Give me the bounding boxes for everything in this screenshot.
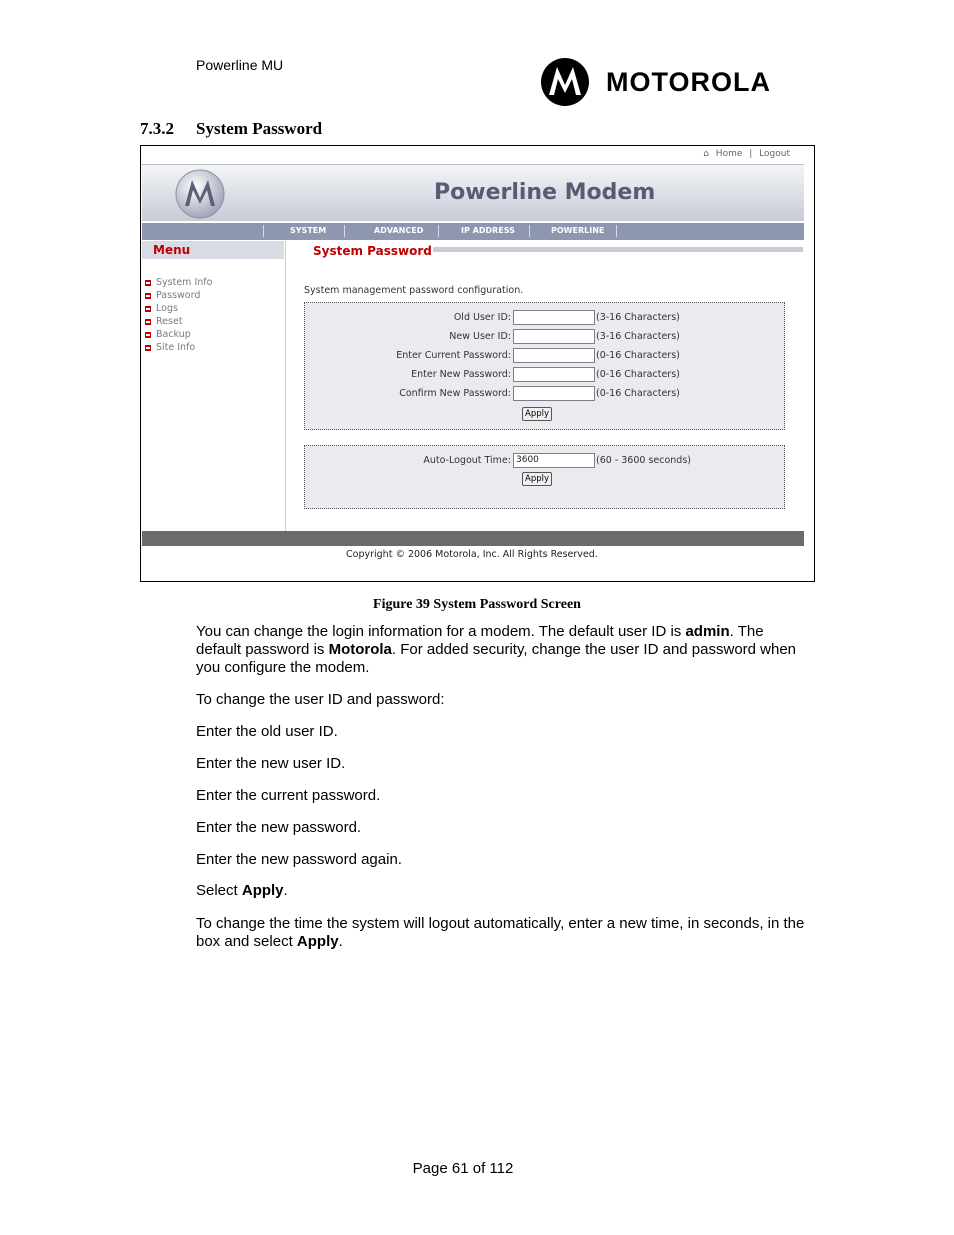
form-description: System management password configuration. xyxy=(304,285,524,296)
sidebar-item-label: Backup xyxy=(156,329,191,340)
text-run: . The default password is xyxy=(196,623,764,658)
text-run: . xyxy=(338,933,343,950)
home-icon[interactable]: ⌂ xyxy=(703,149,709,159)
motorola-emblem-icon xyxy=(540,57,590,107)
sidebar-item-logs[interactable] xyxy=(145,302,212,315)
menu-header xyxy=(142,241,284,259)
new-user-id-input[interactable] xyxy=(513,329,595,344)
old-user-id-label: Old User ID: xyxy=(453,312,511,323)
sidebar-item-password[interactable] xyxy=(145,289,212,302)
form-row xyxy=(305,386,511,401)
banner-title: Powerline Modem xyxy=(434,180,656,205)
password-form xyxy=(304,302,785,430)
nav-powerline[interactable]: POWERLINE xyxy=(551,226,605,235)
apply-auto-logout-button[interactable]: Apply xyxy=(522,472,552,486)
arrow-bullet-icon xyxy=(145,280,151,286)
sidebar-item-system-info[interactable] xyxy=(145,276,212,289)
nav-ip-address[interactable]: IP ADDRESS xyxy=(461,226,515,235)
sidebar-item-label: Reset xyxy=(156,316,183,327)
form-row xyxy=(305,310,511,325)
new-password-hint: (0-16 Characters) xyxy=(596,369,680,380)
sidebar-divider xyxy=(285,241,286,531)
step-3: Enter the current password. xyxy=(196,787,381,804)
intro-paragraph xyxy=(196,623,810,677)
step-5: Enter the new password again. xyxy=(196,851,402,868)
arrow-bullet-icon xyxy=(145,319,151,325)
default-password: Motorola xyxy=(328,641,392,658)
confirm-password-hint: (0-16 Characters) xyxy=(596,388,680,399)
document-header-title: Powerline MU xyxy=(196,57,284,73)
auto-logout-form xyxy=(304,445,785,509)
text-run: . xyxy=(283,882,288,899)
arrow-bullet-icon xyxy=(145,293,151,299)
new-user-id-label: New User ID: xyxy=(449,331,511,342)
new-user-id-hint: (3-16 Characters) xyxy=(596,331,680,342)
page-title-rule xyxy=(433,247,803,252)
apply-term: Apply xyxy=(296,933,339,950)
text-run: Select xyxy=(196,882,242,899)
nav-separator xyxy=(438,225,439,237)
arrow-bullet-icon xyxy=(145,345,151,351)
apply-button[interactable]: Apply xyxy=(522,407,552,421)
sidebar-menu xyxy=(145,276,212,354)
old-user-id-hint: (3-16 Characters) xyxy=(596,312,680,323)
top-links-separator: | xyxy=(749,149,753,159)
footer-bar xyxy=(142,531,804,546)
sidebar-item-site-info[interactable] xyxy=(145,341,212,354)
top-links xyxy=(701,149,792,159)
sidebar-item-label: Logs xyxy=(156,303,178,314)
section-number: 7.3.2 xyxy=(140,119,174,138)
top-nav xyxy=(142,223,804,240)
copyright: Copyright © 2006 Motorola, Inc. All Rights Reserved. xyxy=(346,549,598,560)
auto-logout-paragraph xyxy=(196,915,810,951)
home-link[interactable]: Home xyxy=(715,149,743,159)
new-password-input[interactable] xyxy=(513,367,595,382)
sidebar-item-label: System Info xyxy=(156,277,213,288)
current-password-label: Enter Current Password: xyxy=(396,350,511,361)
page-title: System Password xyxy=(313,244,432,258)
menu-title: Menu xyxy=(153,243,191,257)
text-run: . For added security, change the user ID and password when you configure the modem. xyxy=(196,641,797,676)
page-number: Page 61 of 112 xyxy=(412,1160,514,1177)
form-row xyxy=(305,453,511,468)
sidebar-item-label: Site Info xyxy=(156,342,196,353)
default-user-id: admin xyxy=(685,623,730,640)
nav-separator xyxy=(263,225,264,237)
nav-separator xyxy=(529,225,530,237)
sidebar-item-backup[interactable] xyxy=(145,328,212,341)
sidebar-item-reset[interactable] xyxy=(145,315,212,328)
nav-separator xyxy=(616,225,617,237)
confirm-password-label: Confirm New Password: xyxy=(399,388,511,399)
brand-wordmark: MOTOROLA xyxy=(606,66,771,97)
sidebar-item-label: Password xyxy=(156,290,201,301)
motorola-emblem-icon xyxy=(174,168,226,220)
instructions-intro: To change the user ID and password: xyxy=(196,691,445,708)
logout-link[interactable]: Logout xyxy=(759,149,790,159)
text-run: To change the time the system will logout automatically, enter a new time, in seconds, in the box and select xyxy=(196,915,805,950)
form-row xyxy=(305,348,511,363)
arrow-bullet-icon xyxy=(145,306,151,312)
apply-term: Apply xyxy=(241,882,284,899)
step-4: Enter the new password. xyxy=(196,819,362,836)
figure-screenshot xyxy=(140,145,815,582)
auto-logout-label: Auto-Logout Time: xyxy=(423,455,511,466)
motorola-logo xyxy=(540,53,816,111)
section-title: System Password xyxy=(196,119,323,138)
form-row xyxy=(305,367,511,382)
auto-logout-hint: (60 - 3600 seconds) xyxy=(596,455,691,466)
arrow-bullet-icon xyxy=(145,332,151,338)
section-heading xyxy=(140,119,322,139)
text-run: You can change the login information for a modem. The default user ID is xyxy=(196,623,686,640)
confirm-password-input[interactable] xyxy=(513,386,595,401)
step-6 xyxy=(196,882,810,900)
current-password-input[interactable] xyxy=(513,348,595,363)
step-2: Enter the new user ID. xyxy=(196,755,346,772)
current-password-hint: (0-16 Characters) xyxy=(596,350,680,361)
nav-separator xyxy=(344,225,345,237)
auto-logout-input[interactable]: 3600 xyxy=(513,453,595,468)
old-user-id-input[interactable] xyxy=(513,310,595,325)
banner xyxy=(142,164,804,221)
new-password-label: Enter New Password: xyxy=(411,369,511,380)
figure-caption: Figure 39 System Password Screen xyxy=(373,597,581,612)
step-1: Enter the old user ID. xyxy=(196,723,338,740)
nav-advanced[interactable]: ADVANCED xyxy=(374,226,424,235)
form-row xyxy=(305,329,511,344)
nav-system[interactable]: SYSTEM xyxy=(290,226,327,235)
